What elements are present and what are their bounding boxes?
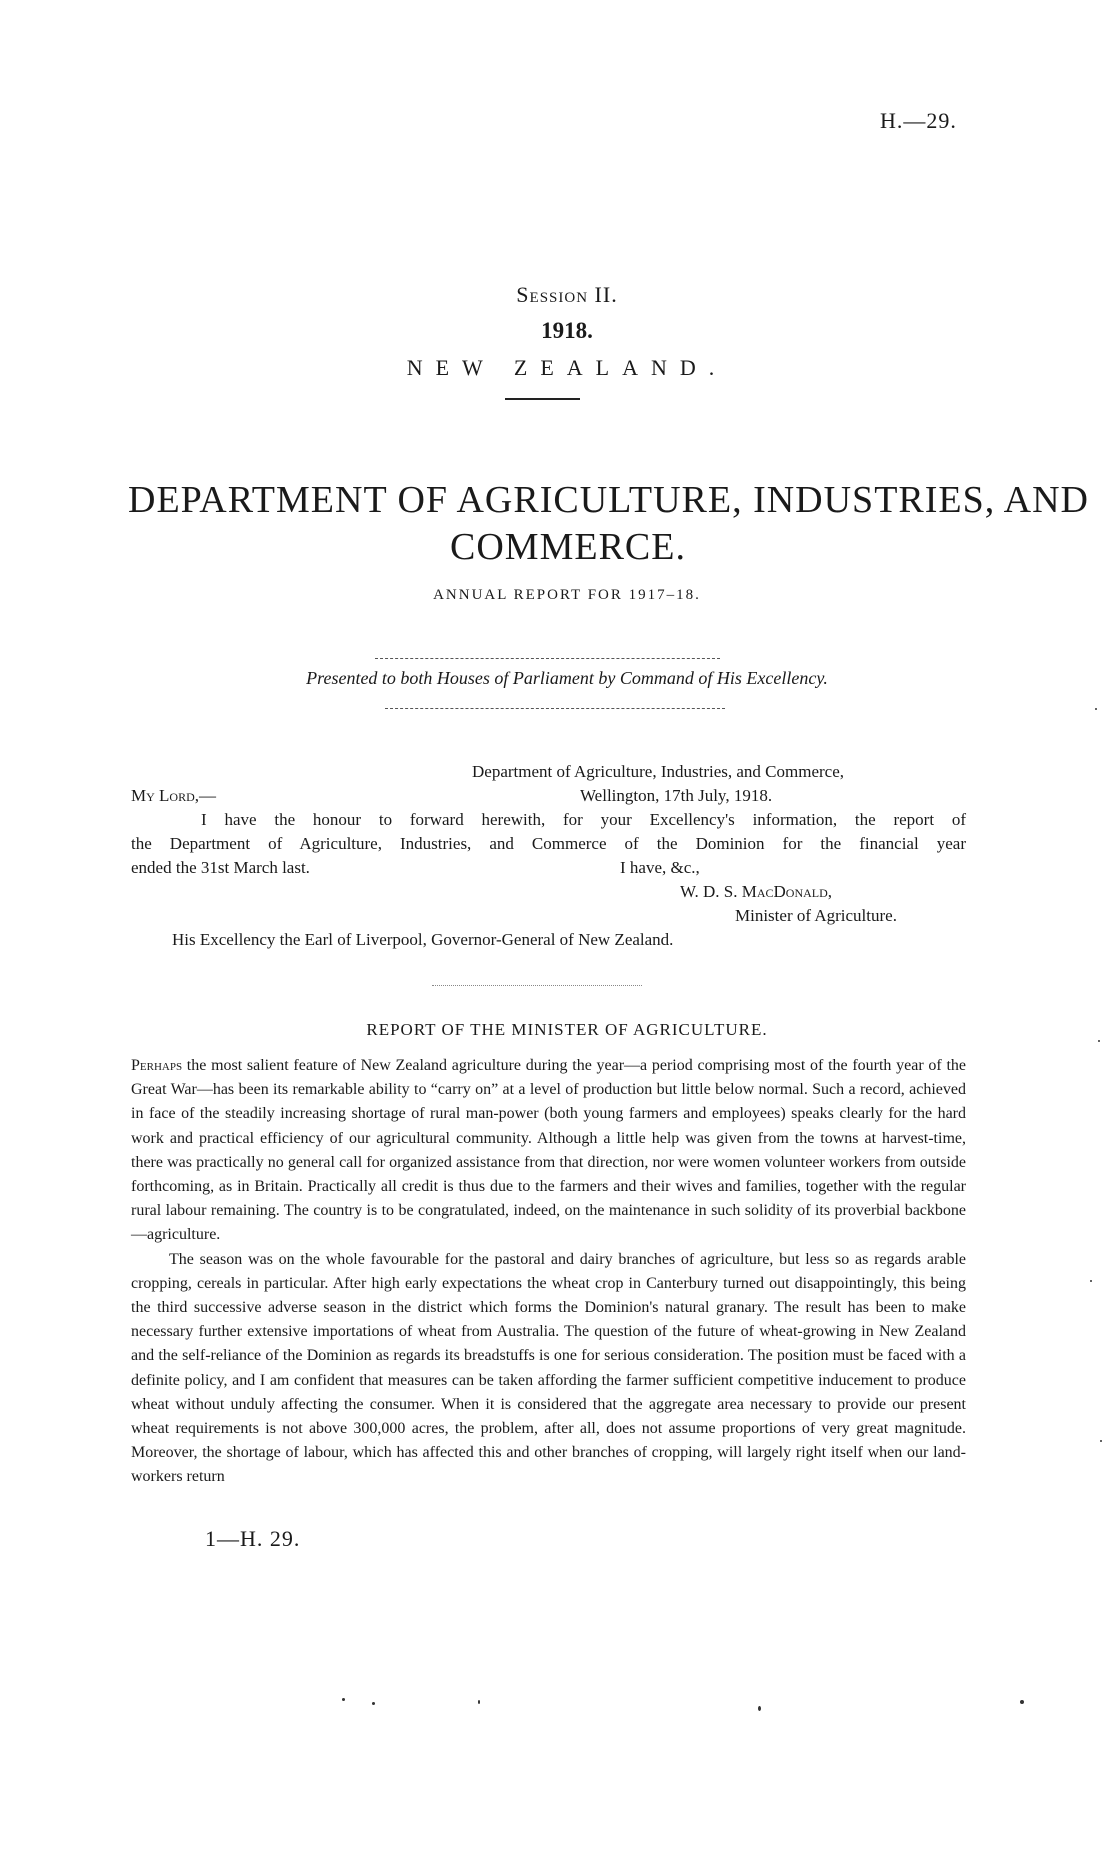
letter-closing: I have, &c., <box>620 858 700 877</box>
letter-office: Department of Agriculture, Industries, and Commerce, <box>472 762 844 781</box>
divider <box>375 658 720 659</box>
report-heading: REPORT OF THE MINISTER OF AGRICULTURE. <box>366 1020 768 1039</box>
letter-body-line: ended the 31st March last. <box>131 858 310 877</box>
paragraph-lead: Perhaps <box>131 1057 183 1074</box>
divider <box>505 398 580 400</box>
paragraph-text: the most salient feature of New Zealand agriculture during the year—a period comprising most of the fourth year of the Great War—has been its remarkable ability to “carry on” at a level of production but little below normal. Such a record, achieved in face of the steadily increasing shortage of rural man-power (both young farmers and employees) speaks clearly for the hard work and practical efficiency of our agricultural community. Although a little help was given from the towns at harvest-time, there was practically no general call for organized assistance from that direction, nor were women volunteer workers from outside forthcoming, as in Britain. Practically all credit is thus due to the farmers and their wives and families, together with the regular rural labour remaining. The country is to be congratulated, indeed, on the maintenance in such solidity of its proverbial backbone—agriculture. <box>131 1057 966 1244</box>
letter-signatory: W. D. S. MacDonald, <box>680 882 833 901</box>
letter-salutation: My Lord,— <box>131 786 217 805</box>
letter-place-date: Wellington, 17th July, 1918. <box>580 786 773 805</box>
scan-speck <box>758 1706 761 1711</box>
scan-speck <box>342 1698 345 1701</box>
document-title-line2: COMMERCE. <box>450 526 686 568</box>
document-subtitle: ANNUAL REPORT FOR 1917–18. <box>433 587 701 603</box>
scan-speck <box>1090 1280 1092 1282</box>
letter-addressee: His Excellency the Earl of Liverpool, Governor-General of New Zealand. <box>172 930 674 949</box>
scan-speck <box>1100 1440 1102 1442</box>
scan-speck <box>478 1700 480 1704</box>
letter-body-line: the Department of Agriculture, Industries, and Commerce of the Dominion for the financial year <box>131 834 966 853</box>
scan-speck <box>1020 1700 1024 1704</box>
letter-body-line: I have the honour to forward herewith, for your Excellency's information, the report of <box>201 810 966 829</box>
document-title-line1: DEPARTMENT OF AGRICULTURE, INDUSTRIES, AND <box>128 479 1089 521</box>
report-body <box>131 1054 966 1490</box>
scan-speck <box>1095 708 1097 710</box>
page-code: H.—29. <box>880 108 957 133</box>
scan-speck <box>372 1702 375 1705</box>
divider <box>385 708 725 709</box>
divider <box>432 985 642 986</box>
country-label: NEW ZEALAND. <box>406 355 728 380</box>
paragraph: The season was on the whole favourable for the pastoral and dairy branches of agriculture, but less so as regards arable cropping, cereals in particular. After high early expectations the wheat crop in Canterbury turned out disappointingly, this being the third successive adverse season in the district which forms the Dominion's natural granary. The result has been to make necessary further extensive importations of wheat from Australia. The question of the future of wheat-growing in New Zealand and the self-reliance of the Dominion as regards its breadstuffs is one for serious consideration. The position must be faced with a definite policy, and I am confident that measures can be taken affording the farmer sufficient competitive inducement to produce wheat without unduly affecting the consumer. When it is considered that the aggregate area necessary to provide our present wheat requirements is not above 300,000 acres, the problem, after all, does not assume proportions of very great magnitude. Moreover, the shortage of labour, which has affected this and other branches of cropping, will largely right itself when our land-workers return <box>131 1250 966 1486</box>
paragraph <box>131 1054 966 1248</box>
signature-reference: 1—H. 29. <box>205 1526 301 1551</box>
scan-speck <box>1098 1040 1100 1042</box>
letter-signatory-title: Minister of Agriculture. <box>735 906 897 925</box>
presented-line: Presented to both Houses of Parliament by Command of His Excellency. <box>306 668 828 688</box>
year-label: 1918. <box>541 318 593 343</box>
session-label: Session II. <box>516 282 618 307</box>
